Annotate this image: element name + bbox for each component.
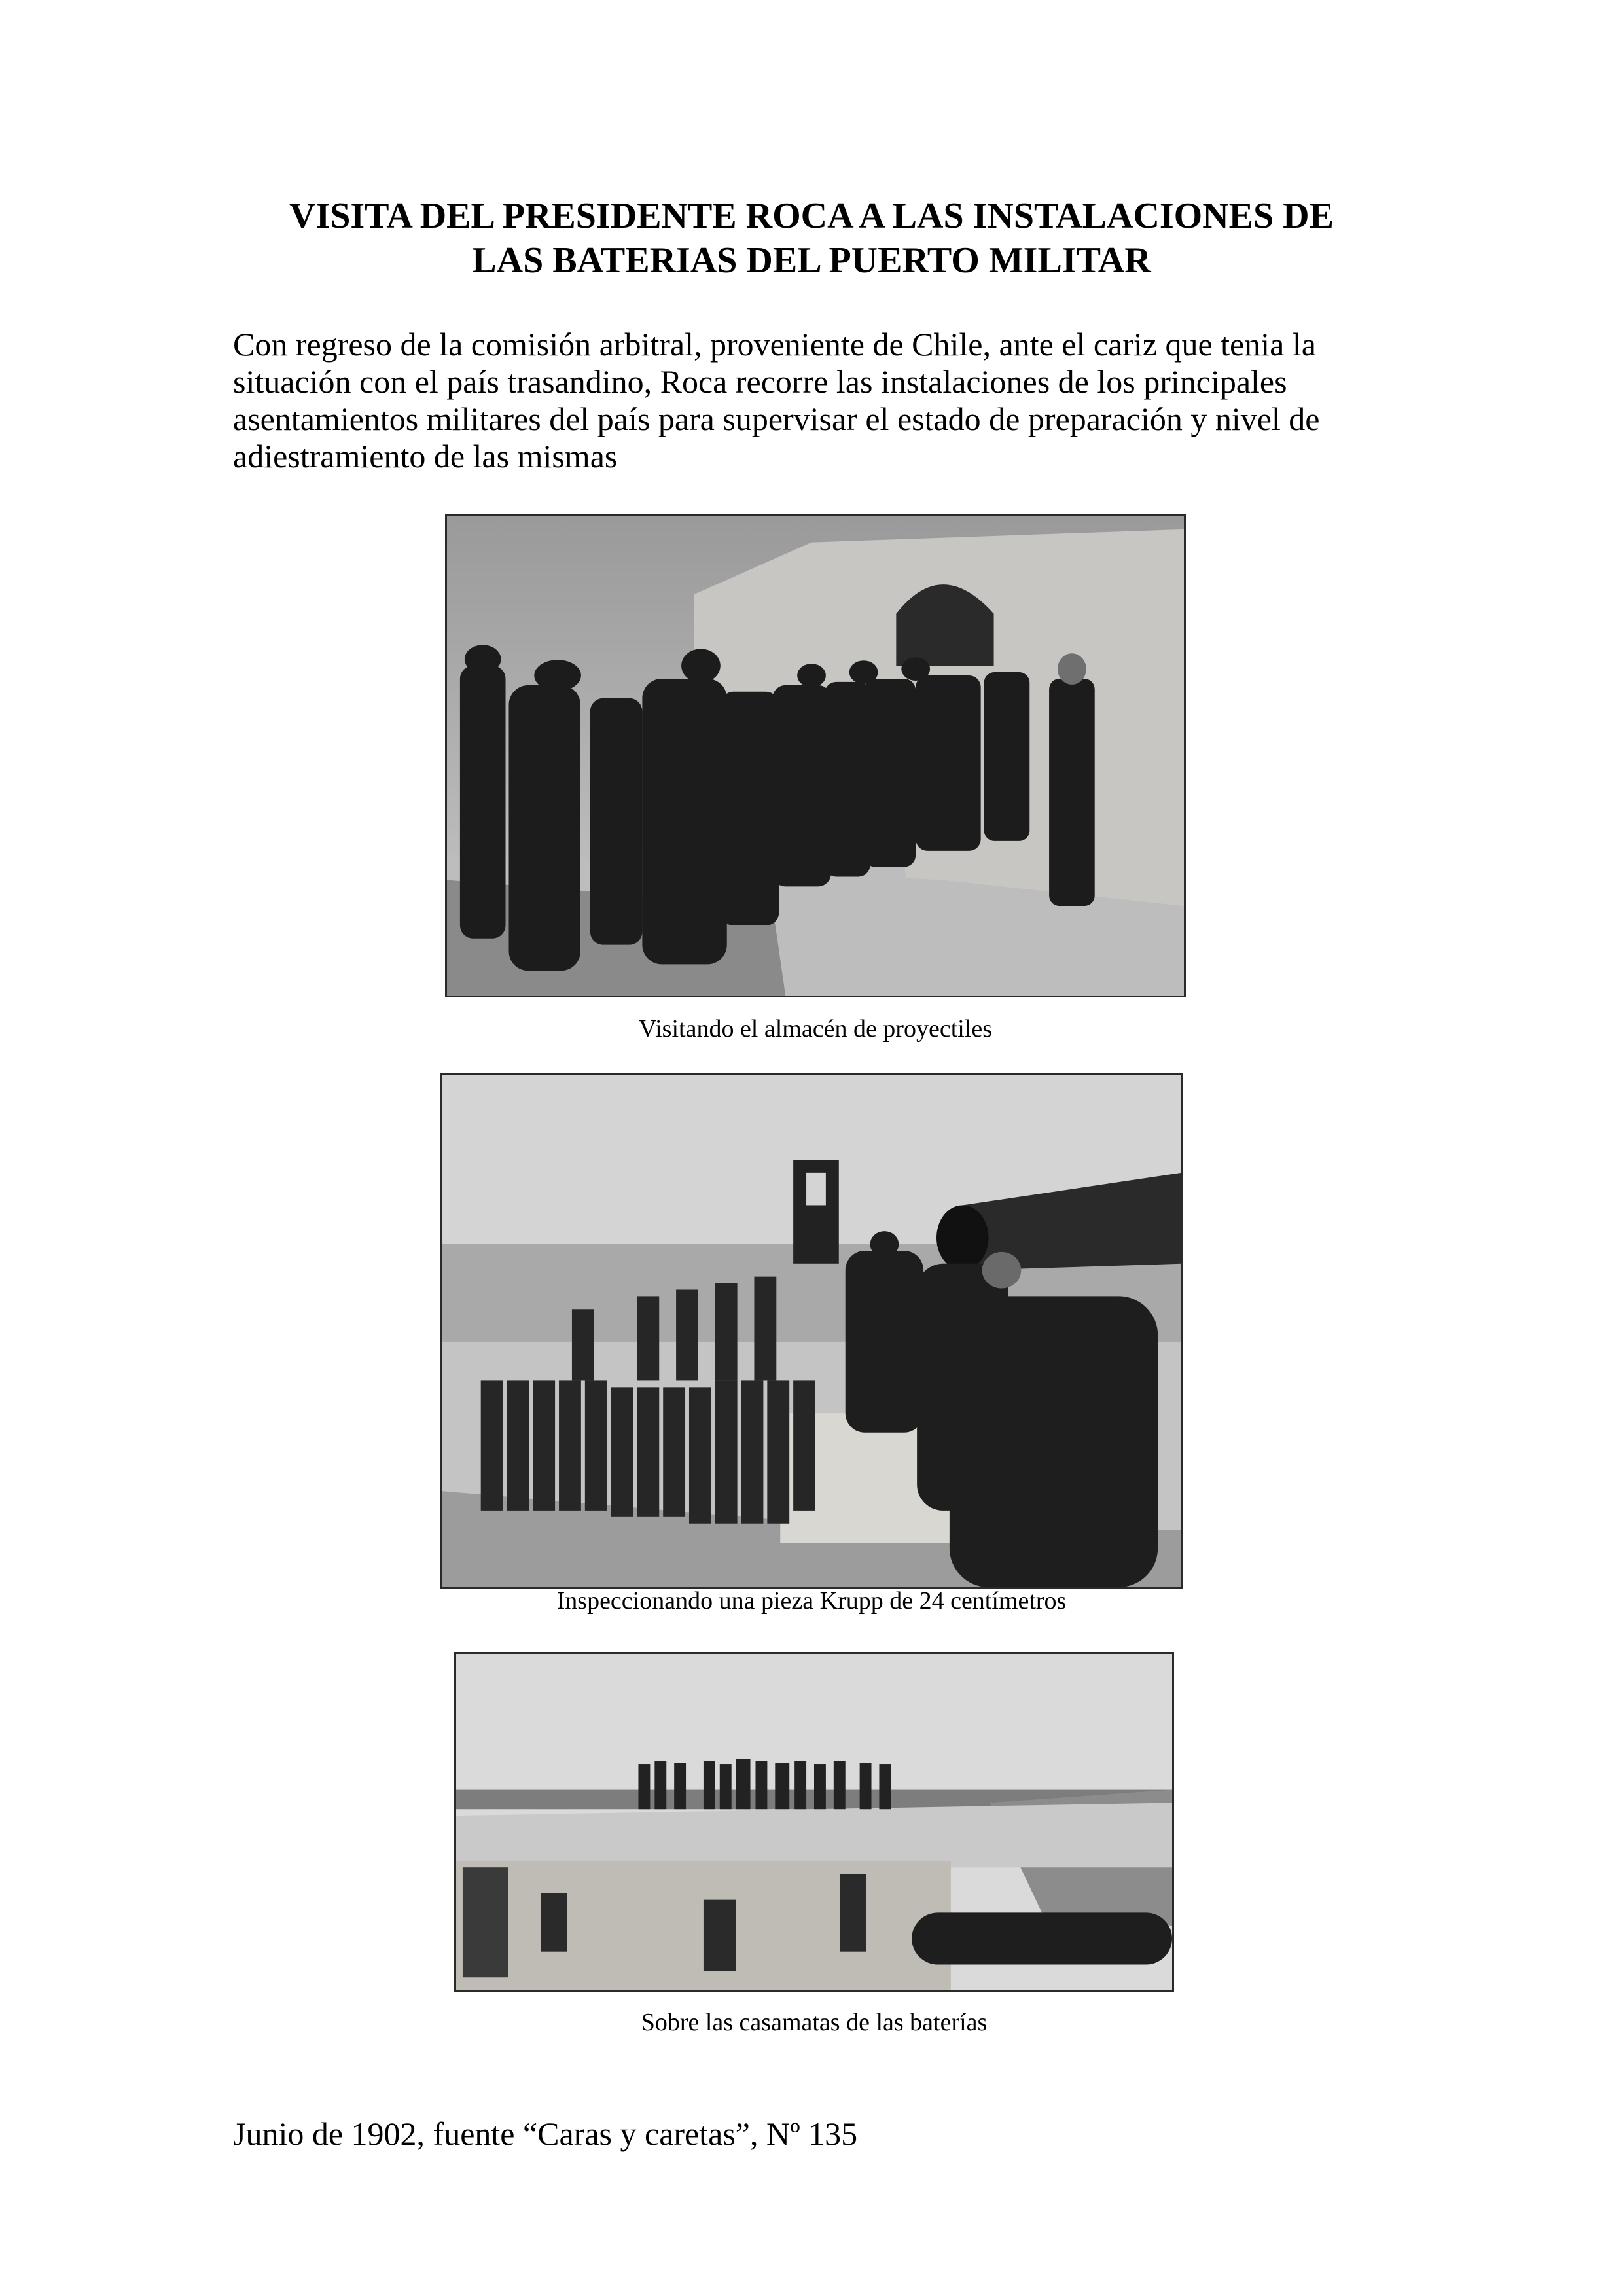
photo-casemates <box>454 1652 1174 1992</box>
page-title <box>196 194 1427 283</box>
photo-krupp-cannon-image <box>442 1075 1181 1587</box>
photo-casemates-image <box>456 1654 1172 1990</box>
photo-2-caption: Inspeccionando una pieza Krupp de 24 centímetros <box>556 1587 1067 1615</box>
photo-3-caption: Sobre las casamatas de las baterías <box>641 2009 988 2036</box>
photo-projectile-store <box>445 514 1186 997</box>
title-line-1: VISITA DEL PRESIDENTE ROCA A LAS INSTALACIONES DE <box>289 196 1334 236</box>
source-footer: Junio de 1902, fuente “Caras y caretas”, Nº 135 <box>233 2115 858 2152</box>
photo-projectile-store-image <box>447 516 1184 996</box>
title-line-2: LAS BATERIAS DEL PUERTO MILITAR <box>472 240 1151 281</box>
photo-krupp-cannon <box>440 1073 1183 1589</box>
photo-1-caption: Visitando el almacén de proyectiles <box>638 1015 993 1043</box>
intro-paragraph: Con regreso de la comisión arbitral, proveniente de Chile, ante el cariz que tenia la situación con el país trasandino, Roca recorre las instalaciones de los principales asentamientos militares del país para supervisar el estado de preparación y nivel de adiestramiento de las mismas <box>233 326 1320 475</box>
